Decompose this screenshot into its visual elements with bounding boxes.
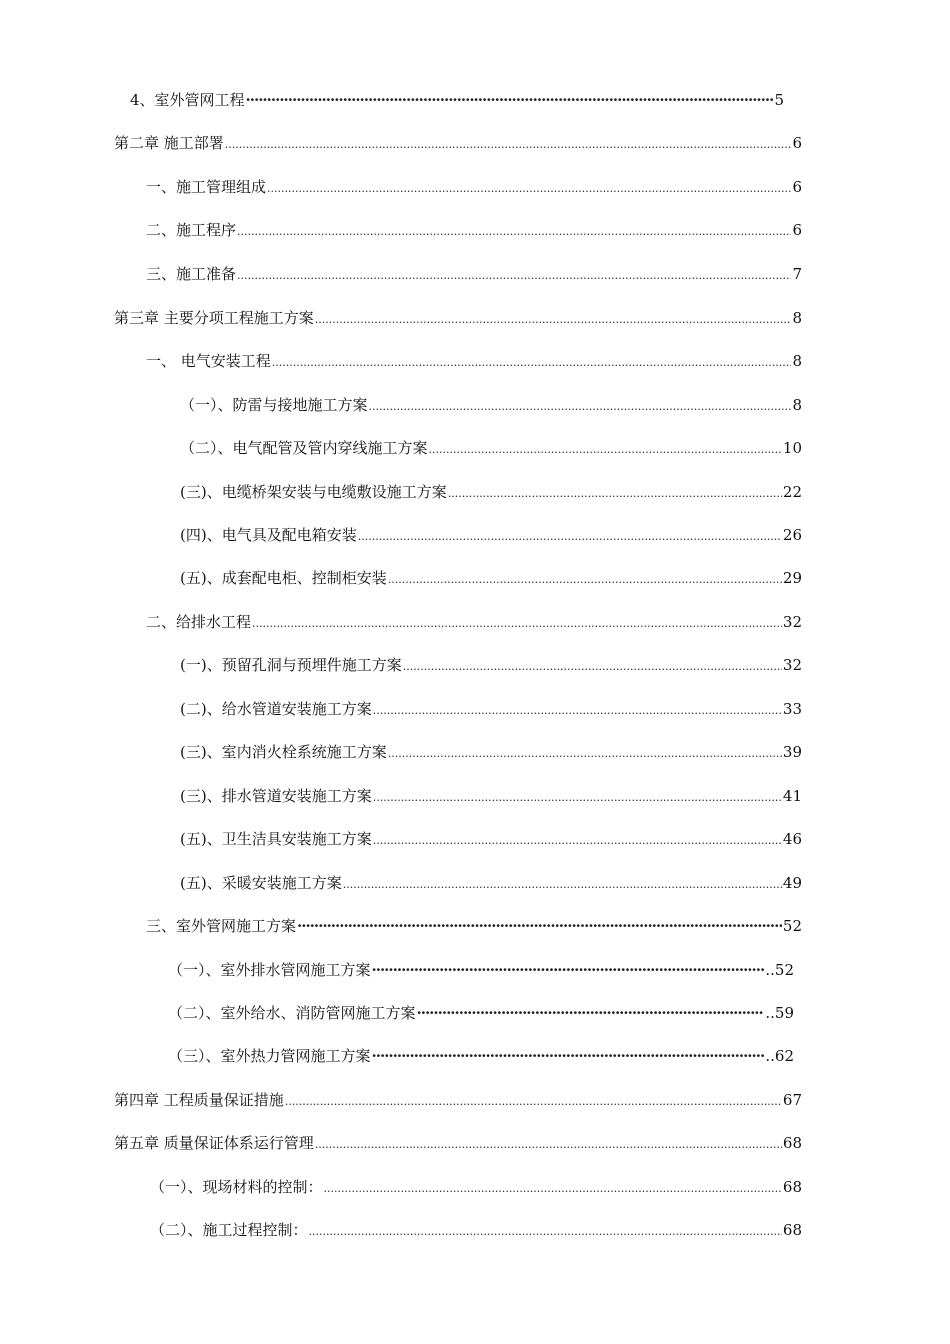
toc-entry-title: （二）、施工过程控制： [150,1221,308,1239]
toc-entry-title: 第三章 主要分项工程施工方案 [114,309,314,327]
toc-dot-leader [297,916,782,936]
toc-dot-leader [272,351,792,373]
toc-entry-title: (四)、电气具及配电箱安装 [180,526,357,544]
toc-dot-leader [237,264,791,286]
toc-entry-page: 8 [792,396,802,414]
toc-entry-page: 22 [782,483,802,501]
toc-entry-title: (五)、卫生洁具安装施工方案 [180,830,372,848]
toc-entry-page: 52 [782,917,802,935]
toc-entry-page: 10 [782,439,802,457]
toc-entry-title: 三、施工准备 [146,265,237,283]
toc-entry [146,612,802,634]
toc-dot-leader [373,699,782,721]
toc-dot-leader [315,1133,782,1155]
toc-entry-title: 二、给排水工程 [146,613,252,631]
toc-entry [180,568,802,590]
toc-dot-leader [429,438,782,460]
toc-entry-title: （一）、现场材料的控制： [150,1178,323,1196]
toc-entry-title: (二)、给水管道安装施工方案 [180,700,372,718]
toc-entry [180,395,802,417]
toc-dot-leader [309,1220,782,1242]
toc-dot-leader [372,960,765,980]
toc-entry-title: 第四章 工程质量保证措施 [114,1091,284,1109]
toc-entry-page: ..59 [765,1004,794,1022]
toc-entry-title: (三)、电缆桥架安装与电缆敷设施工方案 [180,483,447,501]
toc-entry-title: 一、施工管理组成 [146,178,267,196]
toc-entry [146,351,802,373]
toc-entry-title: （一）、防雷与接地施工方案 [180,396,368,414]
toc-dot-leader [448,482,782,504]
toc-entry [114,308,802,330]
toc-entry-page: 41 [782,787,802,805]
toc-entry [180,786,802,808]
toc-entry-title: （三）、室外热力管网施工方案 [168,1047,371,1065]
toc-entry [180,742,802,764]
toc-entry-page: 32 [782,613,802,631]
toc-entry-page: ..62 [765,1047,794,1065]
toc-entry-title: (五)、成套配电柜、控制柜安装 [180,569,387,587]
toc-entry-title: （一）、室外排水管网施工方案 [168,961,371,979]
toc-entry-page: 6 [792,178,802,196]
toc-dot-leader [358,525,782,547]
toc-entry-page: 67 [782,1091,802,1109]
toc-entry [180,525,802,547]
toc-entry [114,1133,802,1155]
toc-entry-page: 68 [782,1221,802,1239]
toc-entry [146,220,802,242]
toc-entry-title: （二）、电气配管及管内穿线施工方案 [180,439,428,457]
toc-entry [150,1220,802,1242]
toc-dot-leader [369,395,792,417]
toc-dot-leader [285,1090,782,1112]
toc-entry-page: 46 [782,830,802,848]
toc-dot-leader [324,1177,782,1199]
toc-entry-title: 第五章 质量保证体系运行管理 [114,1134,314,1152]
toc-entry [180,482,802,504]
toc-entry-title: (一)、预留孔洞与预埋件施工方案 [180,656,402,674]
toc-entry [180,829,802,851]
toc-dot-leader [225,133,792,155]
toc-entry [168,1046,794,1066]
toc-entry-page: ..52 [765,961,794,979]
toc-entry-title: 第二章 施工部署 [114,134,224,152]
toc-entry [180,655,802,677]
toc-entry [130,90,784,110]
toc-entry-title: (三)、排水管道安装施工方案 [180,787,372,805]
toc-entry [114,133,802,155]
toc-entry-page: 6 [792,134,802,152]
toc-entry-page: 7 [792,265,802,283]
toc-dot-leader [252,612,782,634]
toc-entry-page: 26 [782,526,802,544]
toc-entry-page: 5 [774,91,784,109]
toc-dot-leader [315,308,792,330]
toc-entry [180,699,802,721]
toc-dot-leader [388,742,782,764]
toc-entry [146,916,802,936]
toc-entry-title: 三、室外管网施工方案 [146,917,297,935]
toc-entry-title: (三)、室内消火栓系统施工方案 [180,743,387,761]
toc-entry-title: (五)、采暖安装施工方案 [180,874,342,892]
toc-entry-page: 29 [782,569,802,587]
toc-entry [146,177,802,199]
toc-entry [168,1003,794,1023]
toc-entry [114,1090,802,1112]
toc-entry-title: （二）、室外给水、消防管网施工方案 [168,1004,416,1022]
toc-dot-leader [267,177,791,199]
toc-dot-leader [372,1046,765,1066]
toc-entry-page: 33 [782,700,802,718]
toc-entry [180,438,802,460]
toc-dot-leader [388,568,782,590]
toc-entry-page: 39 [782,743,802,761]
toc-dot-leader [403,655,782,677]
toc-entry [146,264,802,286]
toc-entry-title: 4、室外管网工程 [130,91,245,109]
toc-dot-leader [417,1003,765,1023]
toc-entry-page: 8 [792,309,802,327]
toc-entry [180,873,802,895]
toc-dot-leader [343,873,782,895]
toc-dot-leader [373,786,782,808]
toc-entry [168,960,794,980]
toc-entry-page: 68 [782,1178,802,1196]
toc-dot-leader [373,829,782,851]
toc-entry-page: 6 [792,221,802,239]
toc-entry-page: 8 [792,352,802,370]
toc-dot-leader [237,220,791,242]
toc-entry-title: 一、 电气安装工程 [146,352,271,370]
toc-entry-page: 68 [782,1134,802,1152]
toc-entry-page: 32 [782,656,802,674]
toc-entry [150,1177,802,1199]
toc-dot-leader [246,90,774,110]
toc-entry-title: 二、施工程序 [146,221,237,239]
toc-entry-page: 49 [782,874,802,892]
